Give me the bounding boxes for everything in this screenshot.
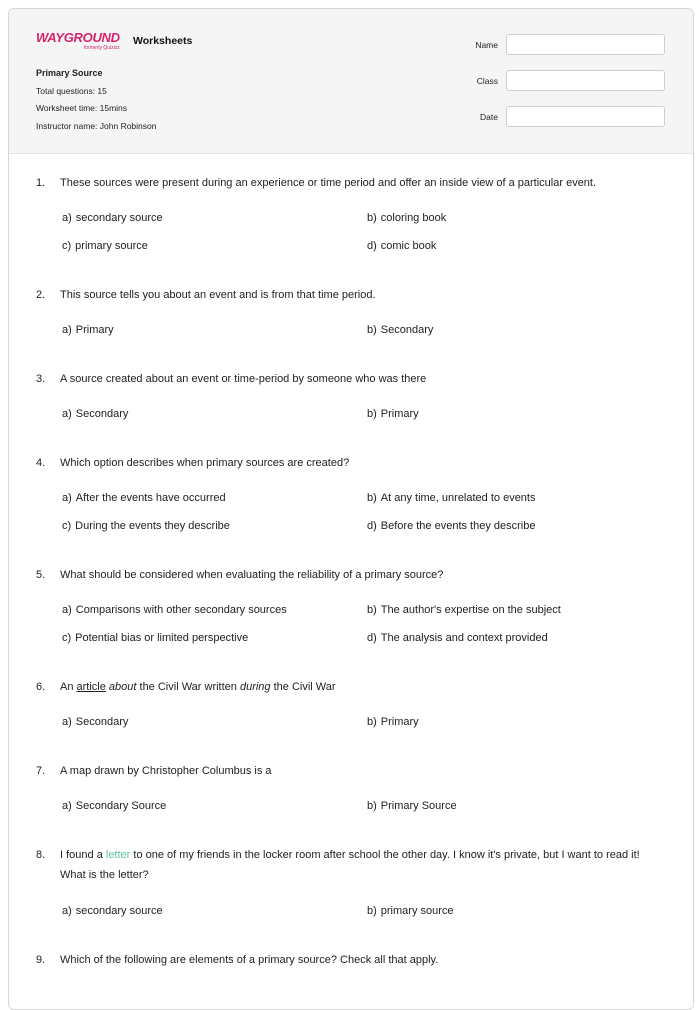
brand-title: Worksheets <box>133 35 193 47</box>
question-number: 8. <box>36 849 46 861</box>
question-text: A map drawn by Christopher Columbus is a <box>60 765 272 777</box>
question-number: 5. <box>36 569 46 581</box>
worksheet-page <box>8 8 694 1010</box>
name-label: Name <box>475 39 498 50</box>
option-c[interactable]: c) Potential bias or limited perspective <box>62 632 249 644</box>
option-a[interactable]: a) secondary source <box>62 905 163 917</box>
question-text: Which of the following are elements of a primary source? Check all that apply. <box>60 954 439 966</box>
date-label: Date <box>480 111 498 122</box>
italic-word: during <box>239 681 271 693</box>
logo-subtext: formerly Quizizz <box>83 45 120 51</box>
option-c[interactable]: c) primary source <box>62 240 148 252</box>
option-a[interactable]: a) Secondary <box>62 408 129 420</box>
option-a[interactable]: a) Secondary <box>62 716 129 728</box>
worksheet-meta <box>36 67 156 137</box>
class-field[interactable] <box>506 70 665 91</box>
name-field[interactable] <box>506 34 665 55</box>
option-b[interactable]: b) primary source <box>367 905 454 917</box>
italic-word: about <box>108 681 137 693</box>
question-text: This source tells you about an event and is from that time period. <box>60 289 376 301</box>
question-number: 1. <box>36 177 46 189</box>
option-b[interactable]: b) Secondary <box>367 324 434 336</box>
option-c[interactable]: c) During the events they describe <box>62 520 230 532</box>
question-number: 2. <box>36 289 46 301</box>
class-field-row <box>477 70 665 91</box>
total-questions: Total questions: 15 <box>36 85 107 96</box>
instructor-name: Instructor name: John Robinson <box>36 120 157 131</box>
question-text: An article about the Civil War written during the Civil War <box>60 681 336 693</box>
question-text: What should be considered when evaluating the reliability of a primary source? <box>60 569 444 581</box>
question-text: These sources were present during an experience or time period and offer an inside view of a particular event. <box>60 177 597 189</box>
worksheet-header <box>9 9 693 154</box>
question-text: A source created about an event or time-period by someone who was there <box>60 373 427 385</box>
question-text: Which option describes when primary sources are created? <box>60 457 350 469</box>
option-d[interactable]: d) comic book <box>367 240 437 252</box>
option-b[interactable]: b) coloring book <box>367 212 447 224</box>
option-b[interactable]: b) At any time, unrelated to events <box>367 492 536 504</box>
wayground-logo <box>36 31 120 51</box>
option-a[interactable]: a) After the events have occurred <box>62 492 226 504</box>
worksheet-title: Primary Source <box>36 68 103 78</box>
question-number: 4. <box>36 457 46 469</box>
question-text: I found a letter to one of my friends in the locker room after school the other day. I know it's private, but I want to read it! What is the letter? <box>60 849 640 881</box>
option-a[interactable]: a) Secondary Source <box>62 800 167 812</box>
question-number: 9. <box>36 954 46 966</box>
option-b[interactable]: b) Primary <box>367 716 419 728</box>
logo-wordmark: WAYGROUND <box>36 30 120 45</box>
question-number: 7. <box>36 765 46 777</box>
option-a[interactable]: a) Comparisons with other secondary sources <box>62 604 287 616</box>
option-a[interactable]: a) secondary source <box>62 212 163 224</box>
option-b[interactable]: b) Primary Source <box>367 800 457 812</box>
option-d[interactable]: d) Before the events they describe <box>367 520 536 532</box>
option-b[interactable]: b) Primary <box>367 408 419 420</box>
name-field-row <box>475 34 665 55</box>
underlined-word: article <box>76 681 106 693</box>
highlighted-word: letter <box>105 849 131 861</box>
option-b[interactable]: b) The author's expertise on the subject <box>367 604 561 616</box>
date-field-row <box>480 106 665 127</box>
class-label: Class <box>476 75 498 86</box>
question-number: 3. <box>36 373 46 385</box>
date-field[interactable] <box>506 106 665 127</box>
option-d[interactable]: d) The analysis and context provided <box>367 632 548 644</box>
option-a[interactable]: a) Primary <box>62 324 114 336</box>
question-number: 6. <box>36 681 46 693</box>
worksheet-time: Worksheet time: 15mins <box>36 103 128 113</box>
